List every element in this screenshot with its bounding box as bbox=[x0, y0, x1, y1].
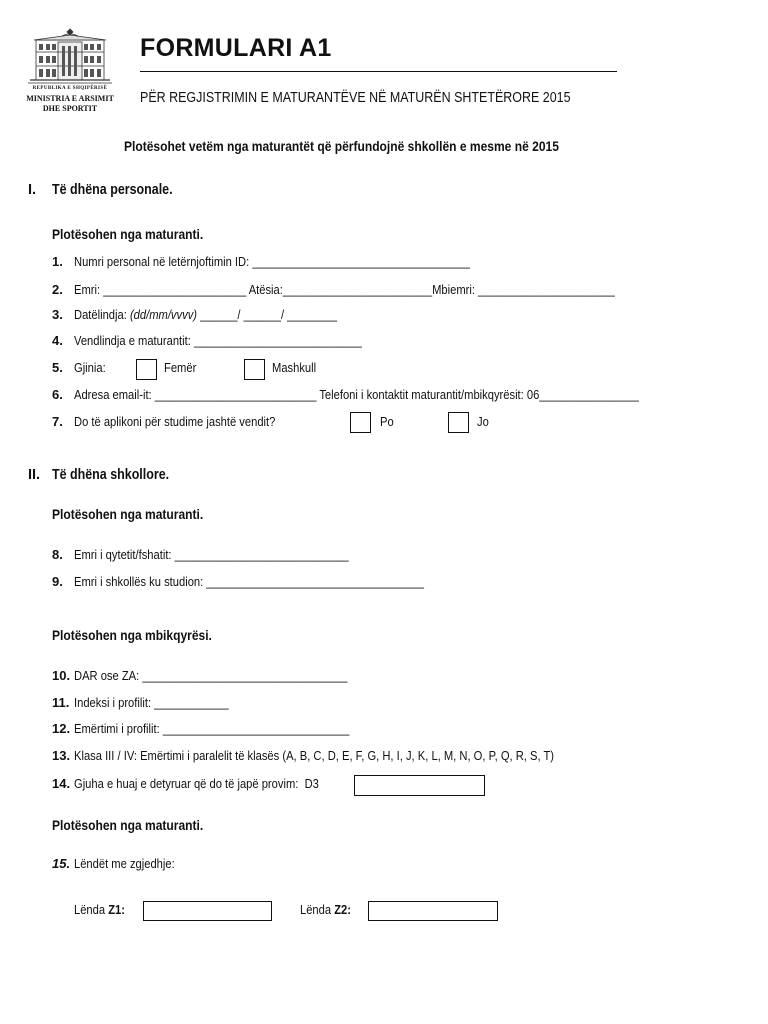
item-1-text: Numri personal në letërnjoftimin ID: ___________________________________ bbox=[74, 254, 470, 269]
checkbox-female[interactable] bbox=[136, 359, 157, 380]
elective-z2-field[interactable] bbox=[368, 901, 498, 921]
item-3-label: Datëlindja: bbox=[74, 307, 130, 322]
item-12: 12. Emërtimi i profilit: ______________________________ bbox=[52, 721, 350, 736]
option-yes-label: Po bbox=[380, 414, 394, 429]
item-7: 7. Do të aplikoni për studime jashtë vendit? bbox=[52, 414, 276, 429]
item-8: 8. Emri i qytetit/fshatit: ____________________________ bbox=[52, 547, 349, 562]
item-13-text: Klasa III / IV: Emërtimi i paralelit të klasës (A, B, C, D, E, F, G, H, I, J, K, L, M, N, O, P, Q, R, S, T) bbox=[74, 748, 555, 763]
item-15: 15. Lëndët me zgjedhje: bbox=[52, 856, 175, 871]
item-2: 2. Emri: _______________________ Atësia:________________________Mbiemri: ______________________ bbox=[52, 282, 615, 297]
item-6-text: Adresa email-it: __________________________ Telefoni i kontaktit maturantit/mbikqyrësit: 06________________ bbox=[74, 387, 639, 402]
title-underline bbox=[140, 71, 617, 72]
item-15-text: Lëndët me zgjedhje: bbox=[74, 856, 175, 871]
item-5: 5. Gjinia: bbox=[52, 360, 106, 375]
elective-z1-field[interactable] bbox=[143, 901, 272, 921]
item-14-text: Gjuha e huaj e detyruar që do të japë provim: bbox=[74, 776, 299, 791]
section-1-fill-note: Plotësohen nga maturanti. bbox=[52, 226, 204, 242]
page-subtitle: PËR REGJISTRIMIN E MATURANTËVE NË MATURËN SHTETËRORE 2015 bbox=[140, 90, 571, 106]
checkbox-male[interactable] bbox=[244, 359, 265, 380]
section-1-roman: I. bbox=[28, 182, 37, 198]
logo-ministry-text: MINISTRIA E ARSIMIT bbox=[26, 94, 114, 103]
final-fill-note: Plotësohen nga maturanti. bbox=[52, 817, 204, 833]
item-10-text: DAR ose ZA: _________________________________ bbox=[74, 668, 348, 683]
item-11-text: Indeksi i profilit: ____________ bbox=[74, 695, 229, 710]
elective-z2-label: Lënda Z2: bbox=[300, 902, 351, 917]
item-11: 11. Indeksi i profilit: ____________ bbox=[52, 695, 229, 710]
section-1-title: Të dhëna personale. bbox=[52, 182, 173, 198]
option-male-label: Mashkull bbox=[272, 360, 317, 375]
checkbox-abroad-yes[interactable] bbox=[350, 412, 371, 433]
item-2-text: Emri: _______________________ Atësia:________________________Mbiemri: ______________________ bbox=[74, 282, 615, 297]
item-9-text: Emri i shkollës ku studion: ___________________________________ bbox=[74, 574, 424, 589]
item-10: 10. DAR ose ZA: _________________________________ bbox=[52, 668, 348, 683]
page-title: FORMULARI A1 bbox=[140, 34, 332, 62]
item-4: 4. Vendlindja e maturantit: ___________________________ bbox=[52, 333, 362, 348]
item-3: 3. Datëlindja: (dd/mm/vvvv) ______/ ______/ ________ bbox=[52, 307, 337, 322]
ministry-building-icon bbox=[18, 28, 122, 88]
section-2-roman: II. bbox=[28, 467, 41, 483]
logo-republic-text: REPUBLIKA E SHQIPËRISË bbox=[32, 86, 108, 91]
item-14: 14. Gjuha e huaj e detyruar që do të japë provim: D3 bbox=[52, 776, 319, 791]
elective-z1-label: Lënda Z1: bbox=[74, 902, 125, 917]
foreign-language-field[interactable] bbox=[354, 775, 485, 796]
ministry-logo bbox=[18, 28, 122, 118]
supervisor-fill-note: Plotësohen nga mbikqyrësi. bbox=[52, 627, 212, 643]
item-12-text: Emërtimi i profilit: ______________________________ bbox=[74, 721, 350, 736]
item-3-blanks: ______/ ______/ ________ bbox=[197, 307, 337, 322]
item-3-format: (dd/mm/vvvv) bbox=[129, 307, 198, 322]
option-no-label: Jo bbox=[477, 414, 489, 429]
item-7-text: Do të aplikoni për studime jashtë vendit? bbox=[74, 414, 276, 429]
item-5-text: Gjinia: bbox=[74, 360, 106, 375]
option-female-label: Femër bbox=[164, 360, 197, 375]
item-4-text: Vendlindja e maturantit: ___________________________ bbox=[74, 333, 362, 348]
item-6: 6. Adresa email-it: __________________________ Telefoni i kontaktit maturantit/mbikqyrësit: 06________________ bbox=[52, 387, 639, 402]
item-14-code: D3 bbox=[304, 776, 319, 791]
section-2-title: Të dhëna shkollore. bbox=[52, 467, 170, 483]
checkbox-abroad-no[interactable] bbox=[448, 412, 469, 433]
item-1: 1. Numri personal në letërnjoftimin ID: ___________________________________ bbox=[52, 254, 470, 269]
item-8-text: Emri i qytetit/fshatit: ____________________________ bbox=[74, 547, 349, 562]
intro-note: Plotësohet vetëm nga maturantët që përfundojnë shkollën e mesme në 2015 bbox=[124, 138, 559, 154]
item-9: 9. Emri i shkollës ku studion: ___________________________________ bbox=[52, 574, 424, 589]
item-13: 13. Klasa III / IV: Emërtimi i paralelit të klasës (A, B, C, D, E, F, G, H, I, J, K, L, M, N, O, P, Q, R, S, T) bbox=[52, 748, 555, 763]
logo-dept-text: DHE SPORTIT bbox=[42, 104, 98, 113]
section-2-fill-note: Plotësohen nga maturanti. bbox=[52, 506, 204, 522]
